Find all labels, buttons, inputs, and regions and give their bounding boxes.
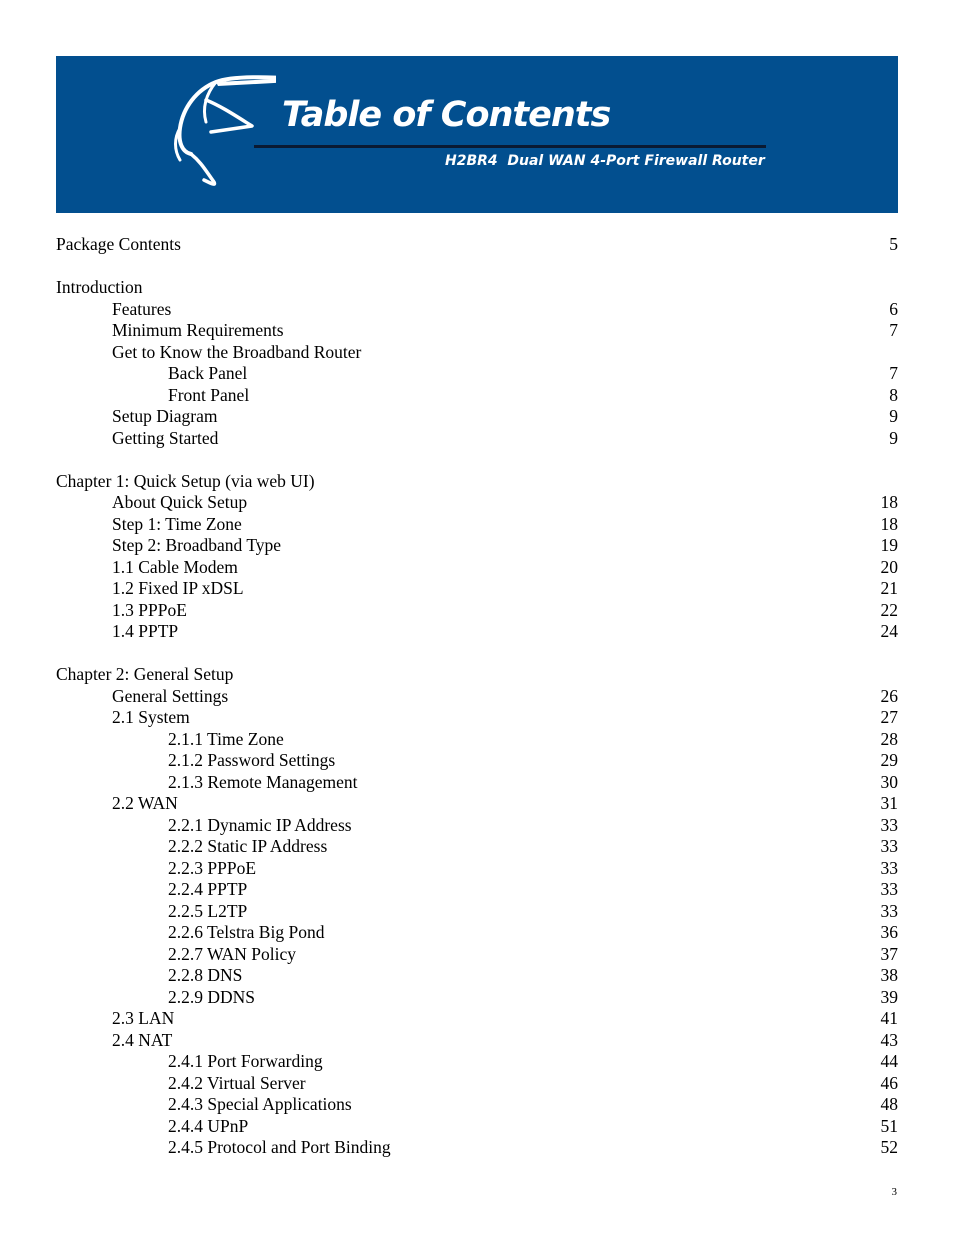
toc-entry-label: Package Contents — [56, 234, 181, 254]
toc-entry-label: Chapter 2: General Setup — [56, 664, 234, 684]
toc-entry-label: 2.4.1 Port Forwarding — [168, 1051, 323, 1071]
toc-entry-label: 1.1 Cable Modem — [112, 556, 238, 577]
toc-entry-page: 36 — [880, 922, 898, 942]
toc-entry-label: 2.2.6 Telstra Big Pond — [168, 922, 325, 942]
toc-entry[interactable] — [56, 471, 898, 493]
toc-entry-label: General Settings — [112, 685, 229, 706]
toc-entry[interactable] — [56, 707, 898, 729]
toc-entry-page: 18 — [880, 492, 898, 512]
toc-entry-page: 52 — [880, 1137, 898, 1157]
toc-entry-label: 1.2 Fixed IP xDSL — [112, 578, 244, 598]
toc-entry[interactable] — [56, 299, 898, 321]
toc-entry-label: Back Panel — [168, 363, 248, 383]
toc-entry-label: About Quick Setup — [112, 492, 248, 512]
toc-entry-page: 7 — [889, 363, 898, 383]
toc-entry[interactable] — [56, 729, 898, 751]
toc-entry[interactable] — [56, 557, 898, 579]
toc-entry[interactable] — [56, 793, 898, 815]
toc-entry[interactable] — [56, 342, 898, 364]
toc-entry-page: 30 — [880, 771, 898, 792]
toc-entry[interactable] — [56, 1137, 898, 1159]
toc-entry[interactable] — [56, 750, 898, 772]
toc-entry-label: 2.2.2 Static IP Address — [168, 836, 328, 856]
toc-entry[interactable] — [56, 944, 898, 966]
toc-entry-page: 26 — [880, 685, 898, 706]
toc-entry-page: 51 — [880, 1115, 898, 1136]
toc-entry[interactable] — [56, 858, 898, 880]
toc-entry-label: 2.2.7 WAN Policy — [168, 943, 297, 964]
toc-entry-label: Introduction — [56, 277, 143, 297]
toc-entry-page: 7 — [889, 320, 898, 340]
toc-entry[interactable] — [56, 578, 898, 600]
toc-entry[interactable] — [56, 1116, 898, 1138]
toc-entry-label: Chapter 1: Quick Setup (via web UI) — [56, 470, 315, 491]
toc-entry-page: 44 — [880, 1051, 898, 1071]
toc-entry-page: 5 — [889, 234, 898, 254]
toc-entry-label: 2.1.3 Remote Management — [168, 771, 358, 792]
toc-entry-page: 8 — [889, 384, 898, 405]
toc-entry-page: 24 — [880, 621, 898, 641]
toc-entry-label: 2.1 System — [112, 707, 190, 727]
toc-entry[interactable] — [56, 1008, 898, 1030]
toc-entry-label: Minimum Requirements — [112, 320, 284, 340]
toc-entry[interactable] — [56, 664, 898, 686]
toc-entry[interactable] — [56, 277, 898, 299]
toc-entry[interactable] — [56, 385, 898, 407]
toc-entry[interactable] — [56, 363, 898, 385]
toc-entry[interactable] — [56, 621, 898, 643]
page-number: 3 — [891, 1186, 897, 1198]
toc-entry-label: 2.2.1 Dynamic IP Address — [168, 814, 352, 835]
toc-entry[interactable] — [56, 600, 898, 622]
toc-entry-label: 2.2.3 PPPoE — [168, 857, 257, 878]
banner-divider — [254, 145, 766, 148]
toc-entry-page: 41 — [880, 1008, 898, 1028]
toc-entry-page: 28 — [880, 728, 898, 749]
toc-entry-label: Get to Know the Broadband Router — [112, 341, 362, 362]
toc-entry-page: 46 — [880, 1072, 898, 1093]
toc-entry-page: 33 — [880, 857, 898, 878]
toc-entry-label: Front Panel — [168, 384, 250, 405]
toc-entry-page: 22 — [880, 599, 898, 620]
toc-entry[interactable] — [56, 234, 898, 256]
toc-entry[interactable] — [56, 987, 898, 1009]
toc-entry-label: 2.3 LAN — [112, 1008, 175, 1028]
eagle-head-icon — [56, 56, 276, 213]
toc-entry-label: 2.2 WAN — [112, 793, 178, 813]
toc-entry-page: 19 — [880, 535, 898, 555]
toc-entry[interactable] — [56, 901, 898, 923]
toc-entry-label: 2.4.3 Special Applications — [168, 1094, 352, 1114]
toc-entry[interactable] — [56, 815, 898, 837]
toc-entry[interactable] — [56, 492, 898, 514]
toc-entry-label: 1.4 PPTP — [112, 621, 179, 641]
toc-entry[interactable] — [56, 879, 898, 901]
toc-entry-page: 9 — [889, 427, 898, 448]
toc-entry-page: 33 — [880, 814, 898, 835]
toc-entry-label: 1.3 PPPoE — [112, 599, 187, 620]
toc-entry[interactable] — [56, 922, 898, 944]
toc-entry-label: 2.2.9 DDNS — [168, 986, 256, 1007]
toc-entry[interactable] — [56, 1094, 898, 1116]
toc-entry-label: Features — [112, 298, 172, 319]
toc-entry-label: Step 2: Broadband Type — [112, 535, 282, 555]
toc-entry-page: 27 — [880, 707, 898, 727]
toc-entry[interactable] — [56, 1073, 898, 1095]
table-of-contents — [56, 234, 898, 1159]
toc-entry[interactable] — [56, 535, 898, 557]
toc-entry-label: 2.1.2 Password Settings — [168, 750, 336, 770]
toc-entry-page: 48 — [880, 1094, 898, 1114]
toc-entry-page: 43 — [880, 1029, 898, 1050]
toc-entry[interactable] — [56, 406, 898, 428]
toc-entry-label: Getting Started — [112, 427, 219, 448]
toc-entry-page: 33 — [880, 879, 898, 899]
toc-entry-page: 6 — [889, 298, 898, 319]
toc-entry[interactable] — [56, 772, 898, 794]
toc-entry[interactable] — [56, 965, 898, 987]
toc-entry-label: 2.4.2 Virtual Server — [168, 1072, 306, 1093]
toc-entry-label: 2.4 NAT — [112, 1029, 173, 1050]
toc-entry-page: 31 — [880, 793, 898, 813]
toc-entry-label: 2.4.5 Protocol and Port Binding — [168, 1137, 391, 1157]
toc-entry-page: 38 — [880, 965, 898, 985]
toc-entry[interactable] — [56, 428, 898, 450]
toc-entry-label: 2.2.5 L2TP — [168, 900, 248, 921]
toc-entry[interactable] — [56, 1030, 898, 1052]
banner-title: Table of Contents — [282, 95, 611, 135]
toc-entry-page: 9 — [889, 406, 898, 426]
toc-entry-label: 2.1.1 Time Zone — [168, 728, 284, 749]
toc-entry-label: Setup Diagram — [112, 406, 218, 426]
toc-entry-label: 2.2.4 PPTP — [168, 879, 248, 899]
toc-entry-page: 33 — [880, 900, 898, 921]
toc-entry-page: 20 — [880, 556, 898, 577]
toc-entry-label: Step 1: Time Zone — [112, 513, 242, 534]
toc-entry-page: 39 — [880, 986, 898, 1007]
toc-entry-page: 37 — [880, 943, 898, 964]
toc-entry-page: 33 — [880, 836, 898, 856]
toc-entry[interactable] — [56, 320, 898, 342]
toc-entry[interactable] — [56, 1051, 898, 1073]
toc-entry-label: 2.2.8 DNS — [168, 965, 243, 985]
toc-entry[interactable] — [56, 836, 898, 858]
toc-entry[interactable] — [56, 514, 898, 536]
toc-entry-page: 18 — [880, 513, 898, 534]
toc-entry[interactable] — [56, 686, 898, 708]
toc-entry-label: 2.4.4 UPnP — [168, 1115, 249, 1136]
banner-subtitle: H2BR4 Dual WAN 4-Port Firewall Router — [445, 153, 765, 169]
header-banner — [56, 56, 898, 213]
toc-entry-page: 29 — [880, 750, 898, 770]
toc-entry-page: 21 — [880, 578, 898, 598]
